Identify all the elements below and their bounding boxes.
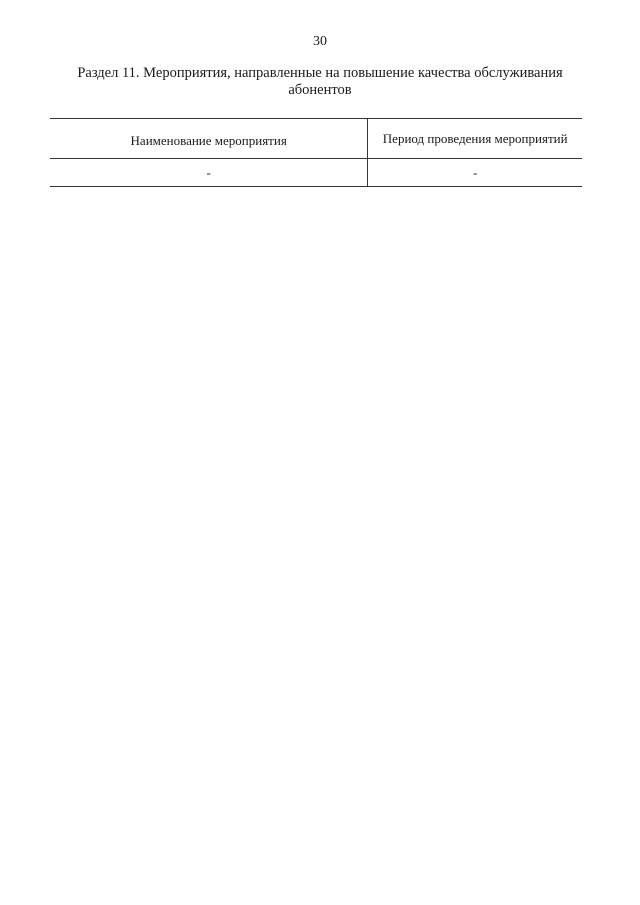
page-number: 30: [313, 34, 327, 49]
header-period: [368, 119, 582, 159]
table-body: [50, 159, 582, 187]
header-measure-name-label: Наименование мероприятия: [130, 133, 287, 148]
table-row: [50, 159, 582, 187]
measures-table: [50, 118, 582, 187]
cell-period: -: [368, 159, 582, 187]
table-header: [50, 119, 582, 159]
header-period-label: Период проведения мероприятий: [382, 131, 568, 146]
table-header-row: [50, 119, 582, 159]
cell-measure-name: -: [50, 159, 368, 187]
section-title: Раздел 11. Мероприятия, направленные на повышение качества обслуживания абонентов: [77, 65, 563, 98]
header-measure-name: [50, 119, 368, 159]
